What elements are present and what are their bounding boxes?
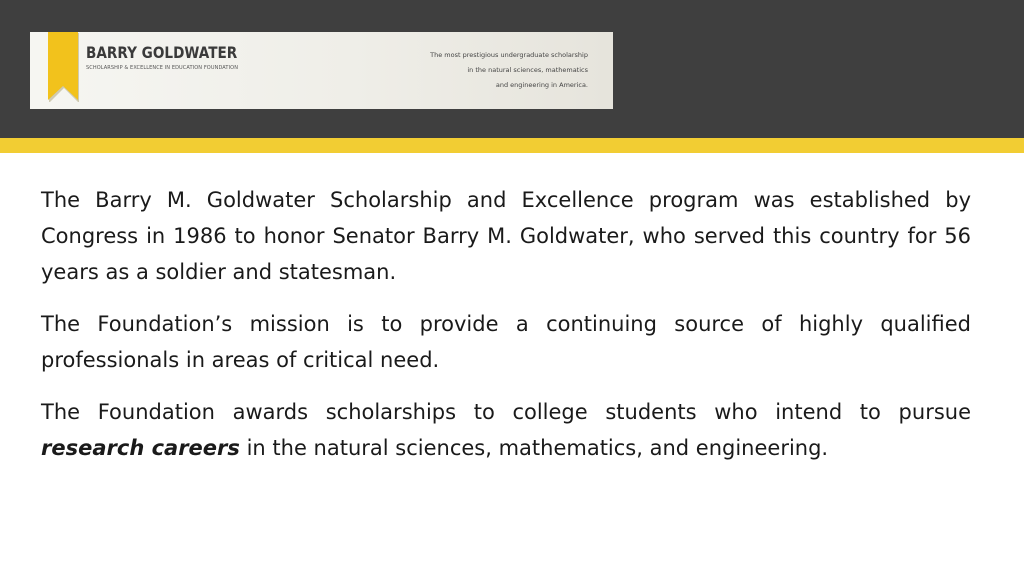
paragraph-history: The Barry M. Goldwater Scholarship and Excellence program was established by Congress in 1986 to honor Senator Barry M. Goldwater, who served this country for 56 years as a soldier and statesman. [41,188,971,284]
banner-tagline [418,48,588,93]
tagline-line: The most prestigious undergraduate scholarship [430,51,588,59]
goldwater-banner [30,32,613,109]
body-text [41,182,971,466]
banner-name: BARRY GOLDWATER [86,43,238,62]
tagline-line: and engineering in America. [495,81,588,89]
awards-text-start: The Foundation awards scholarships to college students who intend to pursue [41,400,971,424]
banner-subtitle: SCHOLARSHIP & EXCELLENCE IN EDUCATION FOUNDATION [86,65,239,71]
research-careers-emphasis: research careers [41,436,240,460]
accent-stripe [0,138,1024,153]
tagline-line: in the natural sciences, mathematics [467,66,588,74]
paragraph-awards [41,394,971,466]
paragraph-mission: The Foundation’s mission is to provide a continuing source of highly qualified professionals in areas of critical need. [41,312,971,372]
awards-text-end: in the natural sciences, mathematics, and engineering. [239,436,829,460]
ribbon-bookmark-icon [46,32,80,102]
